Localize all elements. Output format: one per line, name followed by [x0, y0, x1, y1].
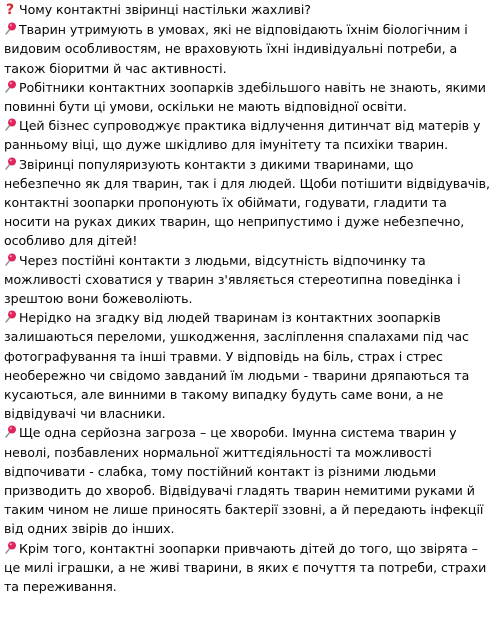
round-pushpin-icon	[4, 424, 17, 439]
round-pushpin-icon	[4, 156, 17, 171]
paragraph-text: Нерідко на згадку від людей тваринам із контактних зоопарків залишаються переломи, ушкодження, засліплення спалахами під час фотографування та інші травми. У відповідь на біль, страх і стрес необережно чи свідомо завданий їм людьми - тварини дряпаються та кусаються, але винними в такому випадку будуть саме вони, а не відвідувачі чи власники.	[4, 310, 470, 422]
round-pushpin-icon	[4, 540, 17, 555]
post-title-line	[4, 0, 494, 20]
paragraph-text: Звіринці популяризують контакти з дикими тваринами, що небезпечно як для тварин, так і для людей. Щоби потішити відвідувачів, контактні зоопарки пропонують їх обіймати, годувати, гладити та носити на руках диких тварин, що неприпустимо і дуже небезпечно, особливо для дітей!	[4, 156, 490, 249]
paragraph-text: Через постійні контакти з людьми, відсутність відпочинку та можливості сховатися у тварин з'являється стереотипна поведінка і зрештою вони божеволіють.	[4, 252, 461, 307]
round-pushpin-icon	[4, 252, 17, 267]
paragraph-text: Цей бізнес супроводжує практика відлучення дитинчат від матерів у ранньому віці, що дуже шкідливо для імунітету та психіки тварин.	[4, 118, 481, 153]
round-pushpin-icon	[4, 21, 17, 36]
list-item	[4, 308, 494, 423]
round-pushpin-icon	[4, 79, 17, 94]
list-item	[4, 423, 494, 538]
post-title: Чому контактні звіринці настільки жахливі?	[19, 2, 311, 17]
list-item	[4, 251, 494, 309]
paragraph-text: Робітники контактних зоопарків здебільшого навіть не знають, якими повинні бути ці умови, оскільки не мають відповідної освіти.	[4, 79, 486, 115]
round-pushpin-icon	[4, 117, 17, 132]
list-item	[4, 539, 494, 597]
list-item	[4, 116, 494, 154]
paragraph-text: Ще одна серйозна загроза – це хвороби. Імунна система тварин у неволі, позбавлених нормальної життєдіяльності та можливості відпочивати - слабка, тому постійний контакт із різними людьми призводить до хвороб. Відвідувачі гладять тварин немитими руками й таким чином не лише приносять бактерії ззовні, а й передають інфекції від одних звірів до інших.	[4, 425, 484, 537]
post-text-block	[4, 0, 494, 596]
list-item	[4, 78, 494, 116]
list-item	[4, 20, 494, 78]
red-question-mark-icon: ?	[5, 2, 15, 18]
list-item	[4, 155, 494, 251]
paragraph-text: Крім того, контактні зоопарки привчають дітей до того, що звірята – це милі іграшки, а не живі тварини, в яких є почуття та потреби, страхи та переживання.	[4, 540, 487, 595]
paragraph-text: Тварин утримують в умовах, які не відповідають їхнім біологічним і видовим особливостям, не враховують їхні індивідуальні потреби, а також біоритми й час активності.	[4, 22, 468, 76]
round-pushpin-icon	[4, 309, 17, 324]
